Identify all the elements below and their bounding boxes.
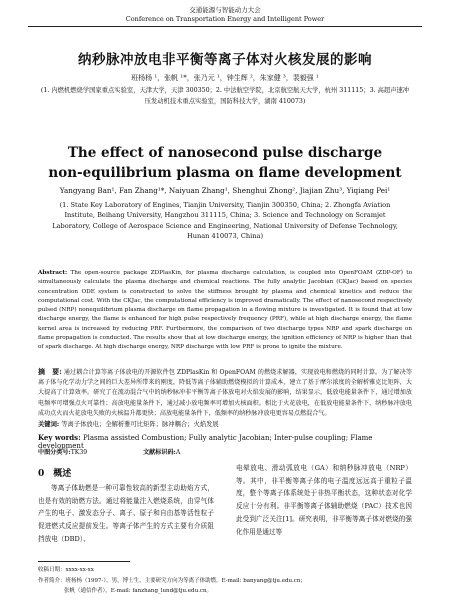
conference-name-cn: 交通能源与智能动力大会 bbox=[189, 6, 261, 14]
keywords-cn bbox=[38, 419, 412, 428]
authors-cn: 班杨杨 ¹，张帆 ¹*，张乃元 ¹，钟生辉 ²，朱家健 ³，裴毅强 ¹ bbox=[131, 74, 319, 82]
paper-title-en bbox=[0, 143, 450, 183]
abstract-cn bbox=[38, 367, 412, 419]
classification-row bbox=[38, 447, 412, 456]
document-code bbox=[143, 447, 180, 456]
keywords-cn-label: 关键词: bbox=[38, 421, 60, 428]
footnote-contact: 张帆（通信作者），E-mail: fanzhang_lund@tju.edu.cn。 bbox=[64, 588, 212, 594]
running-header bbox=[0, 6, 450, 24]
conference-name-en: Conference on Transportation Energy and Intelligent Power bbox=[125, 15, 325, 23]
footnote-rule bbox=[38, 561, 130, 562]
keywords-cn-text: 等离子体放电；全解析雅可比矩阵；脉冲耦合；火焰发展 bbox=[61, 421, 219, 428]
paper-title-en-line1: The effect of nanosecond pulse discharge bbox=[67, 145, 383, 161]
abstract-en-text: The open-source package ZDPlasKin, for plasma discharge calculation, is coupled into OpenFOAM (ZDP-OF) to simultaneously calculate the plasma discharge and chemical reactions. The fully analytic Jacobian (CKJac) based on species concentration ODE system is constructed to solve the stiffness brought by plasma and chemical kinetics and reduce the computational cost. With the CKJac, the computational efficiency is improved dramatically. The effect of nanosecond respectively pulsed (NRP) nonequilibrium plasma discharge on flame propagation in a flowing mixture is investigated. It is found that at low discharge energy, the flame is enhanced for high pulse respectively frequency (PRF), while at high discharge energy, the flame kernel area is increased by reducing PRF. Furthermore, the comparison of two discharge types NRP and spark discharge on flame propagation is conducted. The results show that at low discharge energy, the ignition efficiency of NRP is higher than that of spark discharge. At high discharge energy, NRP discharge with low PRF is prone to ignite the mixture. bbox=[38, 270, 413, 351]
footnotes bbox=[38, 565, 412, 597]
paper-title-en-line2: non-equilibrium plasma on flame development bbox=[48, 165, 402, 181]
clc-label: 中图分类号: bbox=[38, 449, 71, 456]
body-column-left: 等离子体助燃是一种可靠性较高的新型主动助焰方式，也是有效的助燃方法。通过将能量注入燃烧系统，由穿气体产生的电子、激发态分子、离子、原子和自由基等活性粒子促进燃式反应提前发生。等离子体产生的方式主要有介质阻挡放电（DBD）、 bbox=[38, 484, 214, 543]
footnote-received: 收稿日期：xxxx-xx-xx bbox=[38, 567, 94, 573]
keywords-en-label: Key words: bbox=[38, 433, 81, 442]
header-rule bbox=[28, 26, 422, 27]
doc-code-label: 文献标识码: bbox=[143, 449, 176, 456]
section-heading-overview: 0 概述 bbox=[38, 469, 72, 479]
affiliations-cn: (1. 内燃机燃烧学国家重点实验室，天津大学，天津 300350；2. 中法航空学院，北京航空航天大学，杭州 311115；3. 高超声速冲压发动机技术重点实验室，国防科技大学，湖南 410073) bbox=[40, 87, 410, 105]
paper-title-cn: 纳秒脉冲放电非平衡等离子体对火核发展的影响 bbox=[78, 52, 372, 68]
abstract-cn-label: 摘 要: bbox=[38, 367, 62, 376]
affiliations-en: (1. State Key Laboratory of Engines, Tianjin University, Tianjin 300350, China; 2. Zhongfa Aviation Institute, Beihang University, Hangzhou 311115, China; 3. Science and Technology on Scramjet Laboratory, College of Aerospace Science and Engineering, National University of Defense Technology, Hunan 410073, China) bbox=[52, 201, 398, 240]
authors-en: Yangyang Ban¹, Fan Zhang¹*, Naiyuan Zhang¹, Shenghui Zhong², Jiajian Zhu³, Yiqiang Pei¹ bbox=[59, 186, 391, 195]
body-column-right: 电晕放电、滑动弧放电（GA）和纳秒脉冲放电（NRP）等。其中，非平衡等离子体的电子温度远远高于重粒子温度，整个等离子体系统处于非热平衡状态，这种状态对化学反应十分有利。非平衡等离子体辅助燃烧（PAC）技术也因此受到广泛关注[1]。研究表明，非平衡等离子体对燃烧的强化作用是通过等 bbox=[236, 464, 412, 536]
abstract-cn-text: 通过耦合计算等离子体放电的开源软件包 ZDPlasKin 和 OpenFOAM 的燃烧求解器，实现放电和燃烧的同时计算。为了解决等离子体与化学动力学之间的巨大差异所带来的刚度，降低等离子体辅助燃烧模拟的计算成本，建立了基于摩尔浓度的全解析雅克比矩阵，大大提高了计算效率。研究了在流动混合气中的纳秒脉冲非平衡等离子体放电对火焰发展的影响，结果显示，低放电能量条件下，通过增加放电频率可增强点火可靠性；高放电能量条件下，通过减小放电频率可增加火核面积。相比于火花放电，在低放电能量条件下，纳秒脉冲放电成功点火而火花放电失败的火核温升都更快；高放电能量条件下，低频率的纳秒脉冲放电更容易点燃混合气。 bbox=[38, 369, 412, 417]
keywords-en-text: Plasma assisted Combustion; Fully analytic Jacobian; Inter-pulse coupling; Flame development bbox=[38, 434, 373, 450]
footnote-author-intro: 作者简介：班杨杨（1997-），男，博士生，主要研究方向为等离子体助燃。E-mail: banyang@tju.edu.cn； bbox=[38, 577, 306, 584]
abstract-en bbox=[38, 269, 412, 353]
abstract-en-label: Abstract: bbox=[38, 270, 68, 276]
clc-value: TK39 bbox=[70, 449, 88, 456]
doc-code-value: A bbox=[175, 449, 181, 456]
clc-number bbox=[38, 447, 87, 456]
